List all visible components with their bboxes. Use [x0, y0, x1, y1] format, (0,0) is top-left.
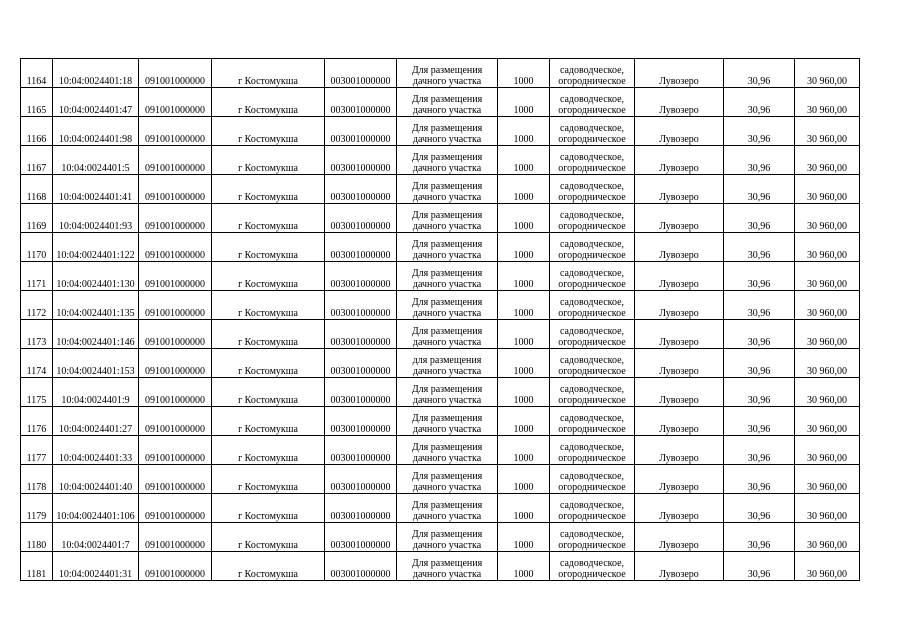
land-use-cell — [397, 146, 498, 175]
category-line-2: огородническое — [558, 366, 626, 377]
okato-code-cell: 003001000000 — [325, 59, 397, 88]
category-line-2: огородническое — [558, 569, 626, 580]
purpose-line-2: дачного участка — [412, 192, 482, 203]
okato-code-cell: 003001000000 — [325, 320, 397, 349]
locality-cell: Лувозеро — [635, 146, 724, 175]
purpose-line-2: дачного участка — [412, 366, 482, 377]
locality-cell: Лувозеро — [635, 494, 724, 523]
oktmo-code-cell: 091001000000 — [139, 436, 212, 465]
table-row — [21, 59, 860, 88]
group-code-cell: 1000 — [498, 552, 550, 581]
okato-code-cell: 003001000000 — [325, 291, 397, 320]
purpose-line-1: Для размещения — [411, 442, 483, 453]
cadastral-number-cell: 10:04:0024401:33 — [53, 436, 139, 465]
okato-code-cell: 003001000000 — [325, 88, 397, 117]
cadastral-number-cell: 10:04:0024401:40 — [53, 465, 139, 494]
category-cell — [550, 349, 635, 378]
category-line-1: садоводческое, — [559, 210, 625, 221]
cadastral-cost-cell: 30 960,00 — [795, 233, 860, 262]
land-use-cell — [397, 523, 498, 552]
cadastral-number-cell: 10:04:0024401:47 — [53, 88, 139, 117]
cadastral-cost-cell: 30 960,00 — [795, 465, 860, 494]
municipality-cell: г Костомукша — [212, 59, 325, 88]
okato-code-cell: 003001000000 — [325, 436, 397, 465]
category-cell — [550, 262, 635, 291]
category-line-2: огородническое — [558, 192, 626, 203]
group-code-cell: 1000 — [498, 233, 550, 262]
group-code-cell: 1000 — [498, 465, 550, 494]
category-line-2: огородническое — [558, 134, 626, 145]
municipality-cell: г Костомукша — [212, 88, 325, 117]
row-number-cell: 1166 — [21, 117, 53, 146]
land-use-cell — [397, 233, 498, 262]
purpose-line-1: Для размещения — [411, 65, 483, 76]
purpose-line-1: Для размещения — [411, 210, 483, 221]
cadastral-number-cell: 10:04:0024401:122 — [53, 233, 139, 262]
category-cell — [550, 378, 635, 407]
purpose-line-1: Для размещения — [411, 297, 483, 308]
cadastral-cost-cell: 30 960,00 — [795, 407, 860, 436]
oktmo-code-cell: 091001000000 — [139, 552, 212, 581]
municipality-cell: г Костомукша — [212, 523, 325, 552]
cadastral-number-cell: 10:04:0024401:31 — [53, 552, 139, 581]
table-row — [21, 175, 860, 204]
category-line-2: огородническое — [558, 395, 626, 406]
cadastral-cost-cell: 30 960,00 — [795, 59, 860, 88]
category-line-1: садоводческое, — [559, 529, 625, 540]
category-line-2: огородническое — [558, 163, 626, 174]
category-line-1: садоводческое, — [559, 94, 625, 105]
category-line-1: садоводческое, — [559, 558, 625, 569]
category-line-2: огородническое — [558, 337, 626, 348]
cadastral-cost-cell: 30 960,00 — [795, 320, 860, 349]
row-number-cell: 1173 — [21, 320, 53, 349]
municipality-cell: г Костомукша — [212, 291, 325, 320]
locality-cell: Лувозеро — [635, 552, 724, 581]
okato-code-cell: 003001000000 — [325, 117, 397, 146]
row-number-cell: 1180 — [21, 523, 53, 552]
land-use-cell — [397, 349, 498, 378]
purpose-line-2: дачного участка — [412, 250, 482, 261]
table-row — [21, 552, 860, 581]
purpose-line-1: Для размещения — [411, 558, 483, 569]
row-number-cell: 1171 — [21, 262, 53, 291]
row-number-cell: 1177 — [21, 436, 53, 465]
category-cell — [550, 552, 635, 581]
purpose-line-1: для размещения — [412, 355, 482, 366]
category-line-2: огородническое — [558, 511, 626, 522]
oktmo-code-cell: 091001000000 — [139, 175, 212, 204]
municipality-cell: г Костомукша — [212, 349, 325, 378]
locality-cell: Лувозеро — [635, 436, 724, 465]
municipality-cell: г Костомукша — [212, 117, 325, 146]
purpose-line-1: Для размещения — [411, 326, 483, 337]
cadastral-number-cell: 10:04:0024401:5 — [53, 146, 139, 175]
group-code-cell: 1000 — [498, 262, 550, 291]
category-line-1: садоводческое, — [559, 123, 625, 134]
purpose-line-2: дачного участка — [412, 395, 482, 406]
rate-cell: 30,96 — [724, 407, 795, 436]
table-row — [21, 117, 860, 146]
land-use-cell — [397, 407, 498, 436]
group-code-cell: 1000 — [498, 204, 550, 233]
okato-code-cell: 003001000000 — [325, 552, 397, 581]
purpose-line-1: Для размещения — [411, 181, 483, 192]
cadastral-number-cell: 10:04:0024401:106 — [53, 494, 139, 523]
oktmo-code-cell: 091001000000 — [139, 349, 212, 378]
land-use-cell — [397, 436, 498, 465]
cadastral-cost-cell: 30 960,00 — [795, 88, 860, 117]
rate-cell: 30,96 — [724, 204, 795, 233]
purpose-line-1: Для размещения — [411, 471, 483, 482]
cadastral-number-cell: 10:04:0024401:7 — [53, 523, 139, 552]
rate-cell: 30,96 — [724, 233, 795, 262]
land-use-cell — [397, 291, 498, 320]
category-line-1: садоводческое, — [559, 181, 625, 192]
purpose-line-2: дачного участка — [412, 221, 482, 232]
land-use-cell — [397, 552, 498, 581]
purpose-line-2: дачного участка — [412, 482, 482, 493]
category-line-2: огородническое — [558, 540, 626, 551]
group-code-cell: 1000 — [498, 117, 550, 146]
cadastral-cost-cell: 30 960,00 — [795, 175, 860, 204]
category-cell — [550, 117, 635, 146]
okato-code-cell: 003001000000 — [325, 465, 397, 494]
purpose-line-2: дачного участка — [412, 424, 482, 435]
row-number-cell: 1181 — [21, 552, 53, 581]
oktmo-code-cell: 091001000000 — [139, 59, 212, 88]
locality-cell: Лувозеро — [635, 233, 724, 262]
category-line-1: садоводческое, — [559, 65, 625, 76]
okato-code-cell: 003001000000 — [325, 262, 397, 291]
row-number-cell: 1172 — [21, 291, 53, 320]
cadastral-cost-cell: 30 960,00 — [795, 523, 860, 552]
municipality-cell: г Костомукша — [212, 262, 325, 291]
municipality-cell: г Костомукша — [212, 436, 325, 465]
category-line-2: огородническое — [558, 308, 626, 319]
category-cell — [550, 59, 635, 88]
group-code-cell: 1000 — [498, 291, 550, 320]
rate-cell: 30,96 — [724, 59, 795, 88]
table-row — [21, 349, 860, 378]
purpose-line-1: Для размещения — [411, 413, 483, 424]
municipality-cell: г Костомукша — [212, 552, 325, 581]
land-use-cell — [397, 117, 498, 146]
cadastral-number-cell: 10:04:0024401:41 — [53, 175, 139, 204]
locality-cell: Лувозеро — [635, 88, 724, 117]
category-line-2: огородническое — [558, 424, 626, 435]
land-use-cell — [397, 204, 498, 233]
row-number-cell: 1178 — [21, 465, 53, 494]
category-line-2: огородническое — [558, 279, 626, 290]
land-use-cell — [397, 88, 498, 117]
table-row — [21, 291, 860, 320]
category-line-2: огородническое — [558, 453, 626, 464]
purpose-line-2: дачного участка — [412, 76, 482, 87]
category-cell — [550, 291, 635, 320]
municipality-cell: г Костомукша — [212, 378, 325, 407]
cadastral-number-cell: 10:04:0024401:130 — [53, 262, 139, 291]
table-row — [21, 407, 860, 436]
rate-cell: 30,96 — [724, 523, 795, 552]
group-code-cell: 1000 — [498, 349, 550, 378]
cadastral-cost-cell: 30 960,00 — [795, 117, 860, 146]
municipality-cell: г Костомукша — [212, 233, 325, 262]
municipality-cell: г Костомукша — [212, 320, 325, 349]
purpose-line-2: дачного участка — [412, 453, 482, 464]
row-number-cell: 1164 — [21, 59, 53, 88]
purpose-line-1: Для размещения — [411, 123, 483, 134]
table-row — [21, 320, 860, 349]
category-line-1: садоводческое, — [559, 413, 625, 424]
rate-cell: 30,96 — [724, 88, 795, 117]
rate-cell: 30,96 — [724, 349, 795, 378]
purpose-line-2: дачного участка — [412, 540, 482, 551]
locality-cell: Лувозеро — [635, 117, 724, 146]
category-line-2: огородническое — [558, 76, 626, 87]
oktmo-code-cell: 091001000000 — [139, 407, 212, 436]
rate-cell: 30,96 — [724, 146, 795, 175]
okato-code-cell: 003001000000 — [325, 523, 397, 552]
locality-cell: Лувозеро — [635, 59, 724, 88]
locality-cell: Лувозеро — [635, 465, 724, 494]
land-use-cell — [397, 494, 498, 523]
oktmo-code-cell: 091001000000 — [139, 204, 212, 233]
category-line-1: садоводческое, — [559, 442, 625, 453]
land-use-cell — [397, 59, 498, 88]
category-cell — [550, 320, 635, 349]
oktmo-code-cell: 091001000000 — [139, 146, 212, 175]
locality-cell: Лувозеро — [635, 175, 724, 204]
category-line-1: садоводческое, — [559, 152, 625, 163]
cadastral-cost-cell: 30 960,00 — [795, 378, 860, 407]
rate-cell: 30,96 — [724, 175, 795, 204]
purpose-line-1: Для размещения — [411, 500, 483, 511]
category-line-2: огородническое — [558, 105, 626, 116]
category-cell — [550, 204, 635, 233]
purpose-line-2: дачного участка — [412, 569, 482, 580]
rate-cell: 30,96 — [724, 117, 795, 146]
category-line-1: садоводческое, — [559, 239, 625, 250]
locality-cell: Лувозеро — [635, 378, 724, 407]
table-row — [21, 88, 860, 117]
purpose-line-2: дачного участка — [412, 134, 482, 145]
purpose-line-2: дачного участка — [412, 105, 482, 116]
cadastral-number-cell: 10:04:0024401:9 — [53, 378, 139, 407]
category-cell — [550, 494, 635, 523]
category-cell — [550, 465, 635, 494]
table-row — [21, 146, 860, 175]
locality-cell: Лувозеро — [635, 262, 724, 291]
category-line-1: садоводческое, — [559, 297, 625, 308]
okato-code-cell: 003001000000 — [325, 349, 397, 378]
cadastral-number-cell: 10:04:0024401:135 — [53, 291, 139, 320]
category-line-2: огородническое — [558, 482, 626, 493]
table-row — [21, 465, 860, 494]
municipality-cell: г Костомукша — [212, 175, 325, 204]
table-row — [21, 378, 860, 407]
purpose-line-1: Для размещения — [411, 529, 483, 540]
rate-cell: 30,96 — [724, 320, 795, 349]
group-code-cell: 1000 — [498, 407, 550, 436]
cadastral-number-cell: 10:04:0024401:18 — [53, 59, 139, 88]
municipality-cell: г Костомукша — [212, 204, 325, 233]
row-number-cell: 1179 — [21, 494, 53, 523]
row-number-cell: 1169 — [21, 204, 53, 233]
land-use-cell — [397, 262, 498, 291]
cadastral-number-cell: 10:04:0024401:153 — [53, 349, 139, 378]
category-cell — [550, 407, 635, 436]
oktmo-code-cell: 091001000000 — [139, 465, 212, 494]
land-use-cell — [397, 465, 498, 494]
oktmo-code-cell: 091001000000 — [139, 117, 212, 146]
locality-cell: Лувозеро — [635, 407, 724, 436]
group-code-cell: 1000 — [498, 436, 550, 465]
cadastral-cost-cell: 30 960,00 — [795, 494, 860, 523]
municipality-cell: г Костомукша — [212, 407, 325, 436]
okato-code-cell: 003001000000 — [325, 407, 397, 436]
table-row — [21, 262, 860, 291]
row-number-cell: 1167 — [21, 146, 53, 175]
municipality-cell: г Костомукша — [212, 494, 325, 523]
locality-cell: Лувозеро — [635, 204, 724, 233]
cadastral-cost-cell: 30 960,00 — [795, 436, 860, 465]
purpose-line-1: Для размещения — [411, 239, 483, 250]
locality-cell: Лувозеро — [635, 320, 724, 349]
table-body — [21, 59, 860, 581]
rate-cell: 30,96 — [724, 465, 795, 494]
category-cell — [550, 88, 635, 117]
municipality-cell: г Костомукша — [212, 146, 325, 175]
okato-code-cell: 003001000000 — [325, 233, 397, 262]
purpose-line-1: Для размещения — [411, 268, 483, 279]
locality-cell: Лувозеро — [635, 523, 724, 552]
land-use-cell — [397, 378, 498, 407]
category-line-2: огородническое — [558, 250, 626, 261]
category-line-2: огородническое — [558, 221, 626, 232]
rate-cell: 30,96 — [724, 552, 795, 581]
row-number-cell: 1174 — [21, 349, 53, 378]
row-number-cell: 1175 — [21, 378, 53, 407]
oktmo-code-cell: 091001000000 — [139, 378, 212, 407]
group-code-cell: 1000 — [498, 88, 550, 117]
purpose-line-2: дачного участка — [412, 337, 482, 348]
purpose-line-1: Для размещения — [411, 152, 483, 163]
group-code-cell: 1000 — [498, 146, 550, 175]
oktmo-code-cell: 091001000000 — [139, 233, 212, 262]
category-cell — [550, 175, 635, 204]
rate-cell: 30,96 — [724, 262, 795, 291]
purpose-line-1: Для размещения — [411, 94, 483, 105]
okato-code-cell: 003001000000 — [325, 494, 397, 523]
category-cell — [550, 233, 635, 262]
okato-code-cell: 003001000000 — [325, 175, 397, 204]
category-line-1: садоводческое, — [559, 326, 625, 337]
purpose-line-2: дачного участка — [412, 163, 482, 174]
group-code-cell: 1000 — [498, 175, 550, 204]
cadastral-number-cell: 10:04:0024401:146 — [53, 320, 139, 349]
purpose-line-2: дачного участка — [412, 308, 482, 319]
category-line-1: садоводческое, — [559, 471, 625, 482]
locality-cell: Лувозеро — [635, 291, 724, 320]
cadastral-cost-cell: 30 960,00 — [795, 349, 860, 378]
purpose-line-2: дачного участка — [412, 279, 482, 290]
cadastral-number-cell: 10:04:0024401:27 — [53, 407, 139, 436]
category-cell — [550, 523, 635, 552]
cadastral-cost-cell: 30 960,00 — [795, 204, 860, 233]
table-row — [21, 436, 860, 465]
table-row — [21, 494, 860, 523]
row-number-cell: 1170 — [21, 233, 53, 262]
okato-code-cell: 003001000000 — [325, 146, 397, 175]
table-row — [21, 523, 860, 552]
land-use-cell — [397, 175, 498, 204]
locality-cell: Лувозеро — [635, 349, 724, 378]
row-number-cell: 1165 — [21, 88, 53, 117]
category-line-1: садоводческое, — [559, 384, 625, 395]
cadastral-cost-cell: 30 960,00 — [795, 262, 860, 291]
okato-code-cell: 003001000000 — [325, 204, 397, 233]
group-code-cell: 1000 — [498, 320, 550, 349]
land-use-cell — [397, 320, 498, 349]
rate-cell: 30,96 — [724, 378, 795, 407]
row-number-cell: 1168 — [21, 175, 53, 204]
category-line-1: садоводческое, — [559, 500, 625, 511]
oktmo-code-cell: 091001000000 — [139, 262, 212, 291]
municipality-cell: г Костомукша — [212, 465, 325, 494]
purpose-line-1: Для размещения — [411, 384, 483, 395]
oktmo-code-cell: 091001000000 — [139, 88, 212, 117]
cadastral-cost-cell: 30 960,00 — [795, 291, 860, 320]
oktmo-code-cell: 091001000000 — [139, 291, 212, 320]
category-line-1: садоводческое, — [559, 268, 625, 279]
oktmo-code-cell: 091001000000 — [139, 494, 212, 523]
oktmo-code-cell: 091001000000 — [139, 320, 212, 349]
table-row — [21, 204, 860, 233]
cadastral-number-cell: 10:04:0024401:93 — [53, 204, 139, 233]
purpose-line-2: дачного участка — [412, 511, 482, 522]
group-code-cell: 1000 — [498, 494, 550, 523]
rate-cell: 30,96 — [724, 436, 795, 465]
cadastral-cost-cell: 30 960,00 — [795, 552, 860, 581]
land-registry-table — [20, 58, 860, 581]
rate-cell: 30,96 — [724, 494, 795, 523]
okato-code-cell: 003001000000 — [325, 378, 397, 407]
group-code-cell: 1000 — [498, 59, 550, 88]
cadastral-number-cell: 10:04:0024401:98 — [53, 117, 139, 146]
row-number-cell: 1176 — [21, 407, 53, 436]
group-code-cell: 1000 — [498, 378, 550, 407]
cadastral-cost-cell: 30 960,00 — [795, 146, 860, 175]
oktmo-code-cell: 091001000000 — [139, 523, 212, 552]
group-code-cell: 1000 — [498, 523, 550, 552]
category-line-1: садоводческое, — [559, 355, 625, 366]
category-cell — [550, 146, 635, 175]
table-row — [21, 233, 860, 262]
category-cell — [550, 436, 635, 465]
rate-cell: 30,96 — [724, 291, 795, 320]
